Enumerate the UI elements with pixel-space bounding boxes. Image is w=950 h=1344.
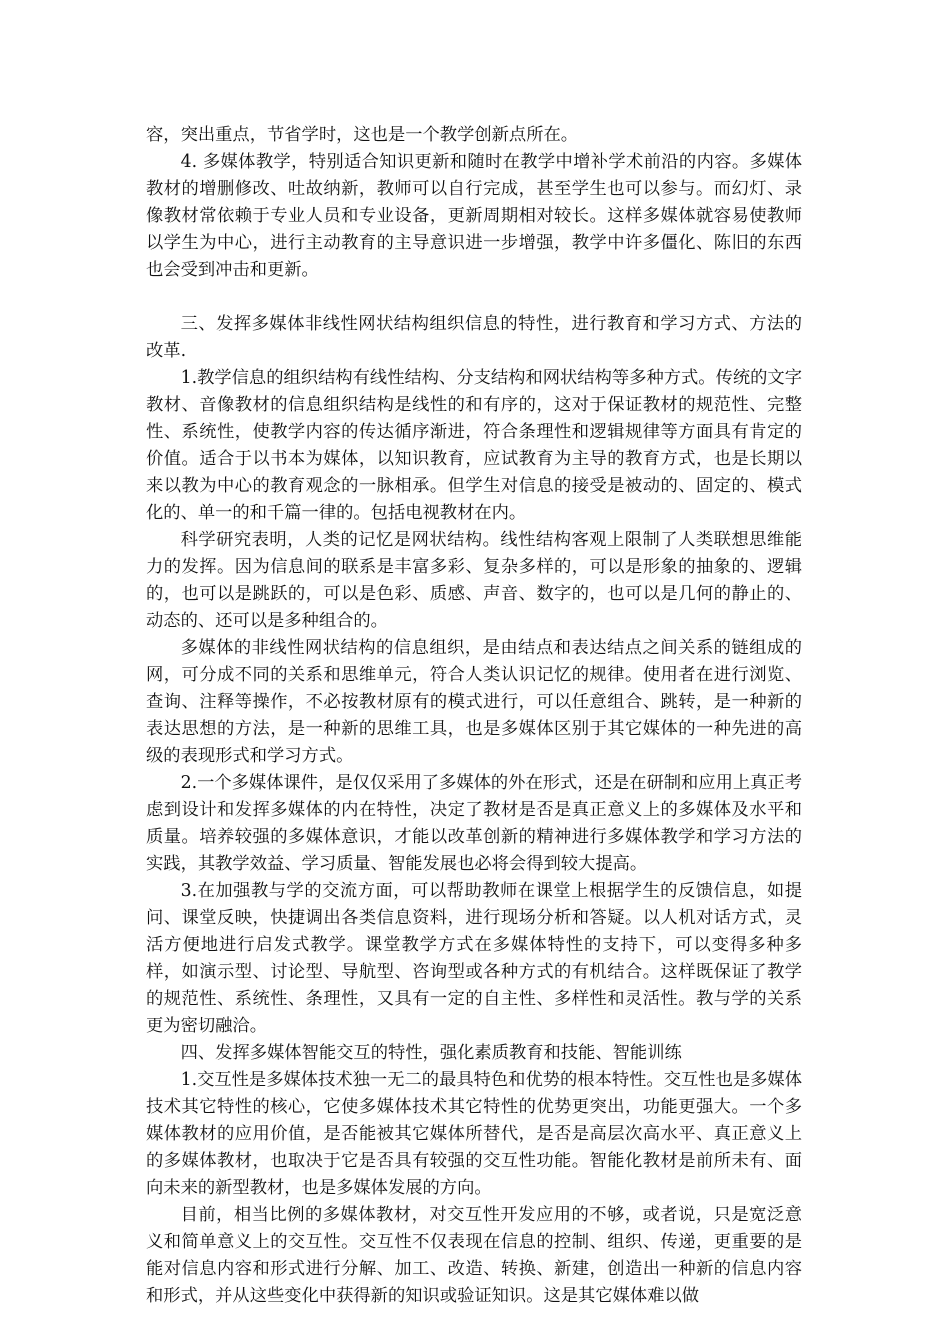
paragraph-research: 科学研究表明，人类的记忆是网状结构。线性结构客观上限制了人类联想思维能力的发挥。因为信息间的联系是丰富多彩、复杂多样的，可以是形象的抽象的、逻辑的，也可以是跳跃的，可以是色彩、质感、声音、数字的，也可以是几何的静止的、动态的、还可以是多种组合的。 (146, 530, 802, 631)
paragraph-item-3: 3.在加强教与学的交流方面，可以帮助教师在课堂上根据学生的反馈信息，如提问、课堂反映，快捷调出各类信息资料，进行现场分析和答疑。以人机对话方式，灵活方便地进行启发式教学。课堂教学方式在多媒体特性的支持下，可以变得多种多样，如演示型、讨论型、导航型、咨询型或各种方式的有机结合。这样既保证了教学的规范性、系统性、条理性，又具有一定的自主性、多样性和灵活性。教与学的关系更为密切融洽。 (146, 881, 802, 1036)
section-heading-4: 四、发挥多媒体智能交互的特性，强化素质教育和技能、智能训练 (180, 1043, 682, 1063)
paragraph-current: 目前，相当比例的多媒体教材，对交互性开发应用的不够，或者说，只是宽泛意义和简单意义上的交互性。交互性不仅表现在信息的控制、组织、传递，更重要的是能对信息内容和形式进行分解、加工、改造、转换、新建，创造出一种新的信息内容和形式，并从这些变化中获得新的知识或验证知识。这是其它媒体难以做 (146, 1205, 802, 1306)
paragraph-continuation: 容，突出重点，节省学时，这也是一个教学创新点所在。 (146, 125, 579, 145)
paragraph-item-2: 2.一个多媒体课件，是仅仅采用了多媒体的外在形式，还是在研制和应用上真正考虑到设计和发挥多媒体的内在特性，决定了教材是否是真正意义上的多媒体及水平和质量。培养较强的多媒体意识，才能以改革创新的精神进行多媒体教学和学习方法的实践，其教学效益、学习质量、智能发展也必将会得到较大提高。 (146, 773, 802, 874)
paragraph-item-1: 1.教学信息的组织结构有线性结构、分支结构和网状结构等多种方式。传统的文字教材、音像教材的信息组织结构是线性的和有序的，这对于保证教材的规范性、完整性、系统性，使教学内容的传达循序渐进，符合条理性和逻辑规律等方面具有肯定的价值。适合于以书本为媒体，以知识教育，应试教育为主导的教育方式，也是长期以来以教为中心的教育观念的一脉相承。但学生对信息的接受是被动的、固定的、模式化的、单一的和千篇一律的。包括电视教材在内。 (146, 368, 802, 523)
paragraph-interactivity: 1.交互性是多媒体技术独一无二的最具特色和优势的根本特性。交互性也是多媒体技术其它特性的核心，它使多媒体技术其它特性的优势更突出，功能更强大。一个多媒体教材的应用价值，是否能被其它媒体所替代，是否是高层次高水平、真正意义上的多媒体教材，也取决于它是否具有较强的交互性功能。智能化教材是前所未有、面向未来的新型教材，也是多媒体发展的方向。 (146, 1070, 802, 1198)
document-body (146, 122, 802, 1310)
section-heading-3: 三、发挥多媒体非线性网状结构组织信息的特性，进行教育和学习方式、方法的改革. (146, 314, 802, 361)
paragraph-nonlinear: 多媒体的非线性网状结构的信息组织，是由结点和表达结点之间关系的链组成的网，可分成不同的关系和思维单元，符合人类认识记忆的规律。使用者在进行浏览、查询、注释等操作，不必按教材原有的模式进行，可以任意组合、跳转，是一种新的表达思想的方法，是一种新的思维工具，也是多媒体区别于其它媒体的一种先进的高级的表现形式和学习方式。 (146, 638, 802, 766)
paragraph-gap (146, 284, 802, 311)
paragraph-item-4: 4. 多媒体教学，特别适合知识更新和随时在教学中增补学术前沿的内容。多媒体教材的增删修改、吐故纳新，教师可以自行完成，甚至学生也可以参与。而幻灯、录像教材常依赖于专业人员和专业设备，更新周期相对较长。这样多媒体就容易使教师以学生为中心，进行主动教育的主导意识进一步增强，教学中许多僵化、陈旧的东西也会受到冲击和更新。 (146, 152, 802, 280)
